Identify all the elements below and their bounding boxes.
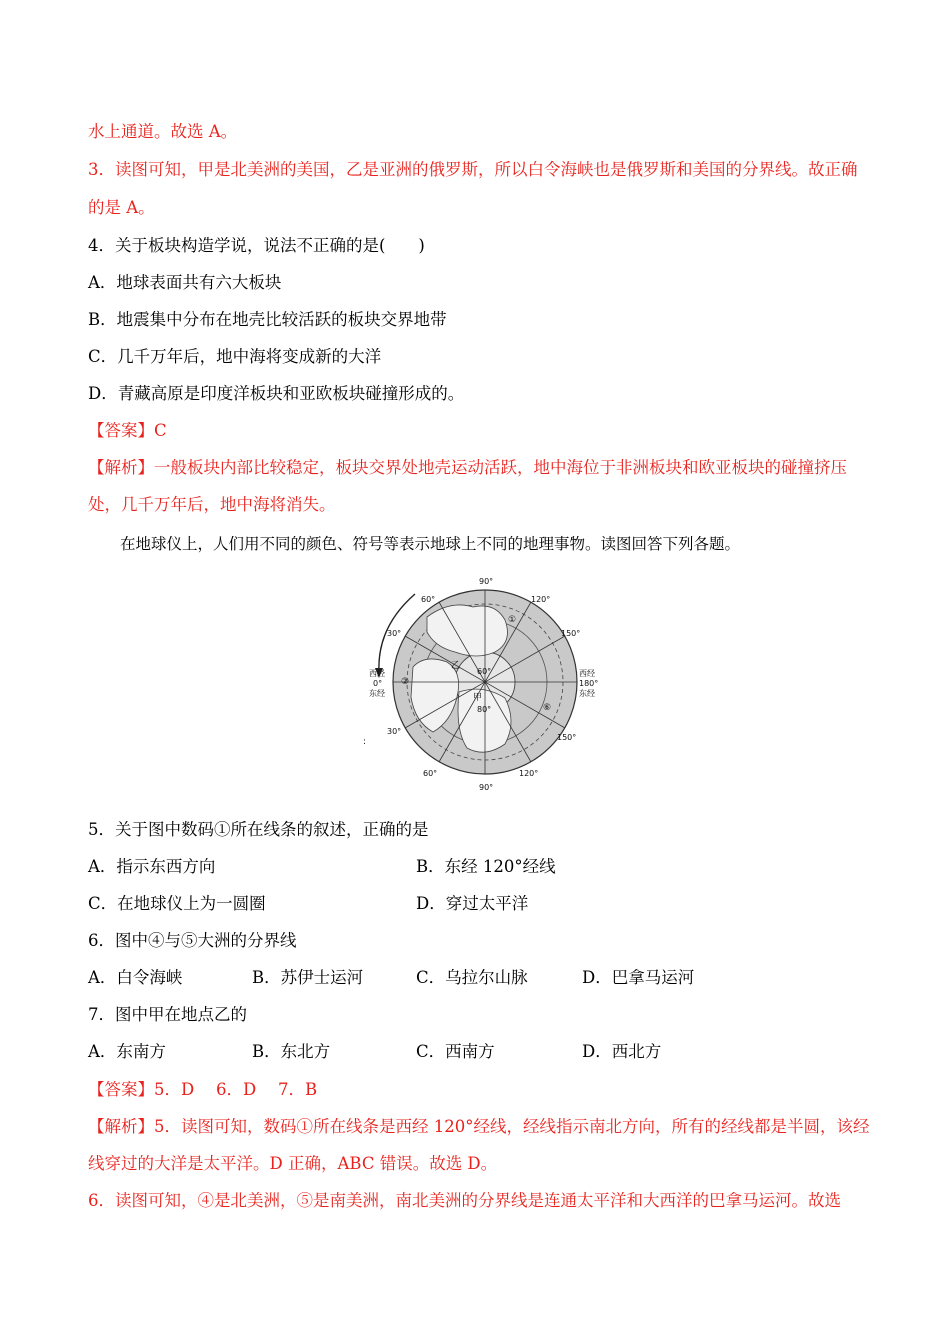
polar-globe-figure (355, 572, 605, 794)
question-7-option-c: C．西南方 (416, 1042, 495, 1061)
label-zero: 0° (373, 679, 383, 688)
answer-q4: 【答案】C (88, 421, 167, 440)
explanation-q3-line2: 的是 A。 (88, 198, 155, 217)
question-6: 6．图中④与⑤大洲的分界线 (88, 931, 297, 950)
question-4-option-b: B．地震集中分布在地壳比较活跃的板块交界地带 (88, 310, 447, 329)
stray-colon-mark: : (363, 737, 367, 747)
polar-map-svg (355, 572, 605, 794)
question-4-option-c: C．几千万年后，地中海将变成新的大洋 (88, 347, 382, 366)
marker-2: ② (401, 677, 410, 687)
question-6-option-a: A．白令海峡 (88, 968, 183, 987)
explanation-q5-line1: 【解析】5．读图可知，数码①所在线条是西经 120°经线，经线指示南北方向，所有的经线都是半圆，该经 (88, 1117, 870, 1136)
question-5-option-a: A．指示东西方向 (88, 857, 216, 876)
question-6-option-d: D．巴拿马运河 (582, 968, 695, 987)
explanation-q4-line1: 【解析】一般板块内部比较稳定，板块交界处地壳运动活跃，地中海位于非洲板块和欧亚板块的碰撞挤压 (88, 458, 847, 477)
marker-yi: 乙 (451, 661, 461, 671)
explanation-q4-line2: 处，几千万年后，地中海将消失。 (88, 495, 336, 514)
question-7-option-d: D．西北方 (582, 1042, 662, 1061)
question-7-option-a: A．东南方 (88, 1042, 166, 1061)
label-left-30: 30° (387, 629, 402, 638)
label-east-right: 东经 (579, 689, 595, 698)
label-upper-left-60: 60° (421, 595, 436, 604)
question-4: 4．关于板块构造学说，说法不正确的是( ) (88, 236, 425, 255)
label-upper-right-120: 120° (531, 595, 551, 604)
question-5-option-d: D．穿过太平洋 (416, 894, 529, 913)
question-4-option-a: A．地球表面共有六大板块 (88, 273, 282, 292)
label-east-left: 东经 (369, 689, 385, 698)
label-lower-right-150: 150° (557, 733, 577, 742)
question-7-option-b: B．东北方 (252, 1042, 331, 1061)
label-west-left: 西经 (369, 669, 385, 678)
question-5-option-c: C．在地球仪上为一圆圈 (88, 894, 266, 913)
label-lower-left-60: 60° (423, 769, 438, 778)
continent-asia (458, 689, 511, 752)
answer-continuation-line: 水上通道。故选 A。 (88, 122, 238, 141)
explanation-q5-line2: 线穿过的大洋是太平洋。D 正确，ABC 错误。故选 D。 (88, 1154, 498, 1173)
label-bottom-90: 90° (479, 783, 494, 792)
question-6-option-b: B．苏伊士运河 (252, 968, 364, 987)
marker-6: ⑥ (543, 703, 552, 713)
label-lower-left-30: 30° (387, 727, 402, 736)
label-lower-right-120: 120° (519, 769, 539, 778)
marker-1: ① (508, 615, 517, 625)
label-center-60: 60° (477, 667, 492, 676)
question-4-option-d: D．青藏高原是印度洋板块和亚欧板块碰撞形成的。 (88, 384, 465, 403)
label-180: 180° (579, 679, 599, 688)
question-5: 5．关于图中数码①所在线条的叙述，正确的是 (88, 820, 429, 839)
question-6-option-c: C．乌拉尔山脉 (416, 968, 528, 987)
label-center-80: 80° (477, 705, 492, 714)
question-7: 7．图中甲在地点乙的 (88, 1005, 247, 1024)
label-right-150: 150° (561, 629, 581, 638)
answer-q5-7: 【答案】5．D 6．D 7．B (88, 1080, 318, 1099)
explanation-q3-line1: 3．读图可知，甲是北美洲的美国，乙是亚洲的俄罗斯，所以白令海峡也是俄罗斯和美国的分界线。故正确 (88, 160, 858, 179)
material-intro: 在地球仪上，人们用不同的颜色、符号等表示地球上不同的地理事物。读图回答下列各题。 (120, 535, 741, 553)
label-west-right: 西经 (579, 669, 595, 678)
question-5-option-b: B．东经 120°经线 (416, 857, 556, 876)
marker-jia: 甲 (473, 693, 483, 703)
label-top-90: 90° (479, 577, 494, 586)
explanation-q6-line1: 6．读图可知，④是北美洲，⑤是南美洲，南北美洲的分界线是连通太平洋和大西洋的巴拿马运河。故选 (88, 1191, 841, 1210)
